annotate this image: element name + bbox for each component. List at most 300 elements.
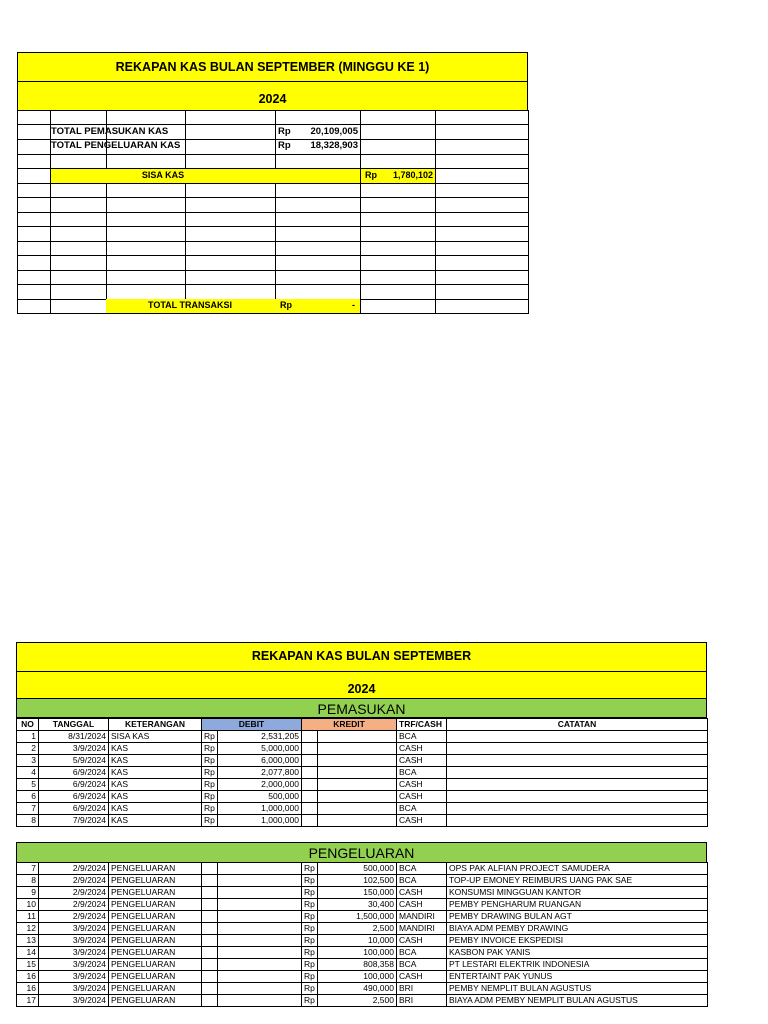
row-debit-currency[interactable] — [202, 899, 218, 911]
total-pemasukan-currency: Rp — [278, 126, 291, 137]
col-header-debit[interactable]: DEBIT — [202, 719, 302, 731]
row-trf-cash[interactable]: CASH — [397, 899, 447, 911]
row-catatan[interactable] — [447, 779, 708, 791]
pengeluaran-row — [17, 923, 708, 935]
row-keterangan[interactable]: PENGELUARAN — [109, 911, 202, 923]
row-debit-currency[interactable]: Rp — [202, 779, 218, 791]
row-kredit[interactable]: 100,000 — [318, 971, 397, 983]
row-debit-currency[interactable] — [202, 959, 218, 971]
total-pengeluaran-value: 18,328,903 — [310, 140, 358, 151]
summary-grid-cell[interactable] — [360, 183, 436, 198]
pemasukan-row — [17, 803, 708, 815]
summary-grid-cell[interactable] — [17, 270, 51, 285]
row-no[interactable]: 14 — [17, 947, 39, 959]
row-trf-cash[interactable]: BCA — [397, 959, 447, 971]
summary-grid-cell[interactable] — [185, 124, 276, 140]
row-catatan[interactable]: ENTERTAINT PAK YUNUS — [447, 971, 708, 983]
row-kredit-currency[interactable]: Rp — [302, 887, 318, 899]
summary-grid-cell[interactable] — [275, 241, 361, 256]
summary-grid-cell[interactable] — [185, 284, 276, 300]
row-no[interactable]: 5 — [17, 779, 39, 791]
row-debit-currency[interactable] — [202, 935, 218, 947]
row-tanggal[interactable]: 3/9/2024 — [39, 935, 109, 947]
summary-grid-cell[interactable] — [17, 124, 51, 140]
summary-grid-cell[interactable] — [50, 270, 107, 285]
row-debit[interactable]: 500,000 — [218, 791, 302, 803]
row-kredit[interactable] — [318, 791, 397, 803]
row-debit[interactable] — [218, 983, 302, 995]
row-kredit-currency[interactable] — [302, 791, 318, 803]
summary-grid-cell[interactable] — [17, 212, 51, 227]
summary-grid-cell[interactable] — [17, 183, 51, 198]
summary-grid-cell[interactable] — [435, 139, 529, 155]
row-catatan[interactable]: BIAYA ADM PEMBY NEMPLIT BULAN AGUSTUS — [447, 995, 708, 1007]
pemasukan-row — [17, 779, 708, 791]
pengeluaran-row — [17, 911, 708, 923]
summary-grid-cell[interactable] — [106, 110, 186, 125]
row-kredit-currency[interactable]: Rp — [302, 863, 318, 875]
summary-grid-cell[interactable] — [360, 270, 436, 285]
row-no[interactable]: 11 — [17, 911, 39, 923]
pemasukan-row — [17, 767, 708, 779]
row-tanggal[interactable]: 2/9/2024 — [39, 863, 109, 875]
summary-grid-cell[interactable] — [50, 255, 107, 271]
pengeluaran-header-cell[interactable] — [16, 842, 707, 863]
row-tanggal[interactable]: 3/9/2024 — [39, 995, 109, 1007]
row-no[interactable]: 13 — [17, 935, 39, 947]
col-header-trf-cash[interactable]: TRF/CASH — [397, 719, 447, 731]
row-kredit[interactable]: 808,358 — [318, 959, 397, 971]
row-debit-currency[interactable]: Rp — [202, 743, 218, 755]
summary-grid-cell[interactable] — [17, 197, 51, 213]
row-trf-cash[interactable]: CASH — [397, 743, 447, 755]
summary-grid-cell[interactable] — [360, 124, 436, 140]
detail-year-cell[interactable] — [16, 671, 707, 699]
row-trf-cash[interactable]: MANDIRI — [397, 923, 447, 935]
pemasukan-header-cell[interactable] — [16, 698, 707, 718]
row-kredit[interactable]: 1,500,000 — [318, 911, 397, 923]
summary-grid-cell[interactable] — [185, 110, 276, 125]
summary-grid-cell[interactable] — [275, 110, 361, 125]
summary-grid-cell[interactable] — [50, 284, 107, 300]
detail-title-cell[interactable] — [16, 642, 707, 672]
row-keterangan[interactable]: PENGELUARAN — [109, 947, 202, 959]
summary-grid-cell[interactable] — [50, 154, 107, 169]
summary-grid-cell[interactable] — [106, 226, 186, 242]
row-keterangan[interactable]: PENGELUARAN — [109, 995, 202, 1007]
summary-grid-cell[interactable] — [17, 168, 51, 184]
summary-grid-cell[interactable] — [17, 284, 51, 300]
summary-grid-cell[interactable] — [50, 212, 107, 227]
row-catatan[interactable]: BIAYA ADM PEMBY DRAWING — [447, 923, 708, 935]
row-keterangan[interactable]: KAS — [109, 767, 202, 779]
summary-grid-cell[interactable] — [106, 255, 186, 271]
row-catatan[interactable]: TOP-UP EMONEY REIMBURS UANG PAK SAE — [447, 875, 708, 887]
row-tanggal[interactable]: 6/9/2024 — [39, 779, 109, 791]
row-kredit[interactable]: 2,500 — [318, 923, 397, 935]
row-kredit[interactable] — [318, 803, 397, 815]
row-kredit[interactable] — [318, 815, 397, 827]
pengeluaran-row — [17, 875, 708, 887]
summary-grid-cell[interactable] — [17, 110, 51, 125]
col-header-catatan[interactable]: CATATAN — [447, 719, 708, 731]
row-debit-currency[interactable]: Rp — [202, 731, 218, 743]
summary-grid-cell[interactable] — [50, 299, 107, 314]
summary-grid-cell[interactable] — [17, 154, 51, 169]
summary-grid-cell[interactable] — [360, 299, 436, 314]
row-debit[interactable]: 2,000,000 — [218, 779, 302, 791]
row-debit[interactable] — [218, 863, 302, 875]
row-trf-cash[interactable]: BCA — [397, 863, 447, 875]
row-keterangan[interactable]: KAS — [109, 779, 202, 791]
row-trf-cash[interactable]: CASH — [397, 935, 447, 947]
summary-grid-cell[interactable] — [106, 212, 186, 227]
row-debit[interactable] — [218, 911, 302, 923]
pemasukan-row — [17, 791, 708, 803]
row-keterangan[interactable]: KAS — [109, 815, 202, 827]
row-keterangan[interactable]: PENGELUARAN — [109, 875, 202, 887]
summary-grid-cell[interactable] — [50, 110, 107, 125]
row-tanggal[interactable]: 3/9/2024 — [39, 923, 109, 935]
row-kredit-currency[interactable] — [302, 803, 318, 815]
row-catatan[interactable] — [447, 815, 708, 827]
row-debit[interactable]: 1,000,000 — [218, 815, 302, 827]
summary-grid-cell[interactable] — [360, 241, 436, 256]
row-debit-currency[interactable] — [202, 911, 218, 923]
summary-grid-cell[interactable] — [360, 255, 436, 271]
row-debit[interactable] — [218, 875, 302, 887]
summary-grid-cell[interactable] — [17, 241, 51, 256]
summary-grid-cell[interactable] — [435, 154, 529, 169]
row-debit[interactable] — [218, 959, 302, 971]
pengeluaran-row — [17, 959, 708, 971]
row-no[interactable]: 17 — [17, 995, 39, 1007]
row-debit-currency[interactable] — [202, 863, 218, 875]
row-tanggal[interactable]: 8/31/2024 — [39, 731, 109, 743]
row-catatan[interactable] — [447, 803, 708, 815]
row-keterangan[interactable]: KAS — [109, 743, 202, 755]
row-trf-cash[interactable]: CASH — [397, 887, 447, 899]
total-transaksi-label: TOTAL TRANSAKSI — [147, 300, 232, 310]
summary-grid-cell[interactable] — [106, 270, 186, 285]
row-keterangan[interactable]: PENGELUARAN — [109, 863, 202, 875]
row-no[interactable]: 1 — [17, 731, 39, 743]
row-keterangan[interactable]: PENGELUARAN — [109, 959, 202, 971]
summary-grid-cell[interactable] — [435, 241, 529, 256]
row-kredit-currency[interactable] — [302, 767, 318, 779]
col-header-no[interactable]: NO — [17, 719, 39, 731]
summary-grid-cell[interactable] — [106, 183, 186, 198]
summary-grid-cell[interactable] — [185, 255, 276, 271]
row-catatan[interactable] — [447, 767, 708, 779]
row-debit-currency[interactable] — [202, 887, 218, 899]
row-debit[interactable] — [218, 995, 302, 1007]
row-trf-cash[interactable]: CASH — [397, 815, 447, 827]
summary-grid-cell[interactable] — [435, 299, 529, 314]
row-kredit[interactable]: 10,000 — [318, 935, 397, 947]
row-catatan[interactable]: PT LESTARI ELEKTRIK INDONESIA — [447, 959, 708, 971]
col-header-kredit[interactable]: KREDIT — [302, 719, 397, 731]
row-no[interactable]: 2 — [17, 743, 39, 755]
detail-title: REKAPAN KAS BULAN SEPTEMBER — [251, 649, 472, 663]
row-debit[interactable]: 2,531,205 — [218, 731, 302, 743]
row-debit[interactable]: 1,000,000 — [218, 803, 302, 815]
summary-grid-cell[interactable] — [435, 197, 529, 213]
row-debit-currency[interactable]: Rp — [202, 755, 218, 767]
row-no[interactable]: 15 — [17, 959, 39, 971]
summary-grid-cell[interactable] — [435, 124, 529, 140]
row-no[interactable]: 7 — [17, 803, 39, 815]
row-debit[interactable] — [218, 899, 302, 911]
row-tanggal[interactable]: 3/9/2024 — [39, 983, 109, 995]
summary-grid-cell[interactable] — [50, 197, 107, 213]
row-no[interactable]: 7 — [17, 863, 39, 875]
row-kredit[interactable]: 2,500 — [318, 995, 397, 1007]
pengeluaran-row — [17, 899, 708, 911]
summary-grid-cell[interactable] — [185, 139, 276, 155]
row-tanggal[interactable]: 5/9/2024 — [39, 755, 109, 767]
total-pemasukan-label: TOTAL PEMASUKAN KAS — [51, 126, 169, 137]
row-kredit-currency[interactable]: Rp — [302, 899, 318, 911]
col-header-tanggal[interactable]: TANGGAL — [39, 719, 109, 731]
row-keterangan[interactable]: PENGELUARAN — [109, 971, 202, 983]
summary-grid-cell[interactable] — [435, 284, 529, 300]
row-no[interactable]: 8 — [17, 875, 39, 887]
summary-grid-cell[interactable] — [275, 154, 361, 169]
row-kredit[interactable]: 500,000 — [318, 863, 397, 875]
row-keterangan[interactable]: KAS — [109, 791, 202, 803]
row-catatan[interactable]: PEMBY DRAWING BULAN AGT — [447, 911, 708, 923]
row-debit-currency[interactable]: Rp — [202, 767, 218, 779]
row-debit[interactable]: 6,000,000 — [218, 755, 302, 767]
row-kredit-currency[interactable]: Rp — [302, 923, 318, 935]
row-tanggal[interactable]: 2/9/2024 — [39, 875, 109, 887]
row-kredit[interactable] — [318, 755, 397, 767]
summary-grid-cell[interactable] — [17, 299, 51, 314]
row-keterangan[interactable]: PENGELUARAN — [109, 923, 202, 935]
summary-grid-cell[interactable] — [360, 139, 436, 155]
row-no[interactable]: 4 — [17, 767, 39, 779]
summary-grid-cell[interactable] — [435, 270, 529, 285]
row-kredit[interactable] — [318, 767, 397, 779]
row-trf-cash[interactable]: CASH — [397, 779, 447, 791]
row-debit-currency[interactable] — [202, 971, 218, 983]
pengeluaran-row — [17, 983, 708, 995]
row-trf-cash[interactable]: CASH — [397, 791, 447, 803]
row-catatan[interactable]: KONSUMSI MINGGUAN KANTOR — [447, 887, 708, 899]
row-kredit[interactable] — [318, 743, 397, 755]
row-no[interactable]: 9 — [17, 887, 39, 899]
row-kredit-currency[interactable]: Rp — [302, 911, 318, 923]
row-kredit-currency[interactable]: Rp — [302, 875, 318, 887]
row-no[interactable]: 16 — [17, 971, 39, 983]
row-tanggal[interactable]: 7/9/2024 — [39, 815, 109, 827]
row-no[interactable]: 16 — [17, 983, 39, 995]
row-trf-cash[interactable]: BCA — [397, 767, 447, 779]
row-kredit[interactable]: 100,000 — [318, 947, 397, 959]
row-kredit[interactable]: 30,400 — [318, 899, 397, 911]
summary-grid-cell[interactable] — [275, 226, 361, 242]
row-kredit-currency[interactable] — [302, 755, 318, 767]
summary-grid-cell[interactable] — [185, 270, 276, 285]
row-tanggal[interactable]: 2/9/2024 — [39, 887, 109, 899]
row-keterangan[interactable]: PENGELUARAN — [109, 935, 202, 947]
row-kredit[interactable]: 102,500 — [318, 875, 397, 887]
summary-grid-cell[interactable] — [275, 284, 361, 300]
row-catatan[interactable]: PEMBY PENGHARUM RUANGAN — [447, 899, 708, 911]
row-no[interactable]: 12 — [17, 923, 39, 935]
row-debit-currency[interactable]: Rp — [202, 815, 218, 827]
pemasukan-row — [17, 815, 708, 827]
row-debit[interactable]: 5,000,000 — [218, 743, 302, 755]
row-trf-cash[interactable]: BRI — [397, 995, 447, 1007]
summary-grid-cell[interactable] — [360, 154, 436, 169]
sisa-kas-value: 1,780,102 — [392, 170, 433, 180]
summary-grid-cell[interactable] — [360, 284, 436, 300]
row-no[interactable]: 3 — [17, 755, 39, 767]
row-kredit-currency[interactable]: Rp — [302, 959, 318, 971]
summary-grid-cell[interactable] — [50, 226, 107, 242]
summary-grid-cell[interactable] — [360, 226, 436, 242]
row-keterangan[interactable]: PENGELUARAN — [109, 887, 202, 899]
summary-grid-cell[interactable] — [435, 183, 529, 198]
row-debit[interactable] — [218, 923, 302, 935]
summary-grid-cell[interactable] — [435, 226, 529, 242]
row-kredit-currency[interactable]: Rp — [302, 995, 318, 1007]
row-trf-cash[interactable]: BCA — [397, 803, 447, 815]
row-debit[interactable] — [218, 887, 302, 899]
row-tanggal[interactable]: 2/9/2024 — [39, 899, 109, 911]
summary-grid-cell[interactable] — [360, 197, 436, 213]
row-keterangan[interactable]: KAS — [109, 755, 202, 767]
row-debit[interactable]: 2,077,800 — [218, 767, 302, 779]
row-catatan[interactable]: PEMBY INVOICE EKSPEDISI — [447, 935, 708, 947]
row-keterangan[interactable]: KAS — [109, 803, 202, 815]
row-trf-cash[interactable]: BCA — [397, 731, 447, 743]
row-trf-cash[interactable]: CASH — [397, 755, 447, 767]
row-debit[interactable] — [218, 935, 302, 947]
row-catatan[interactable]: PEMBY NEMPLIT BULAN AGUSTUS — [447, 983, 708, 995]
row-kredit-currency[interactable]: Rp — [302, 935, 318, 947]
summary-grid-cell[interactable] — [106, 197, 186, 213]
row-trf-cash[interactable]: BCA — [397, 875, 447, 887]
summary-grid-cell[interactable] — [185, 183, 276, 198]
summary-grid-cell[interactable] — [185, 226, 276, 242]
row-no[interactable]: 10 — [17, 899, 39, 911]
row-kredit[interactable]: 490,000 — [318, 983, 397, 995]
total-pengeluaran-label: TOTAL PENGELUARAN KAS — [51, 140, 181, 151]
summary-grid-cell[interactable] — [17, 139, 51, 155]
row-tanggal[interactable]: 3/9/2024 — [39, 959, 109, 971]
row-trf-cash[interactable]: CASH — [397, 971, 447, 983]
summary-grid-cell[interactable] — [106, 241, 186, 256]
summary-grid-cell[interactable] — [50, 241, 107, 256]
summary-grid-cell[interactable] — [185, 241, 276, 256]
row-catatan[interactable] — [447, 743, 708, 755]
row-trf-cash[interactable]: BRI — [397, 983, 447, 995]
summary-grid-cell[interactable] — [185, 154, 276, 169]
row-debit-currency[interactable] — [202, 875, 218, 887]
row-kredit-currency[interactable]: Rp — [302, 983, 318, 995]
row-kredit[interactable] — [318, 731, 397, 743]
row-tanggal[interactable]: 3/9/2024 — [39, 947, 109, 959]
row-tanggal[interactable]: 2/9/2024 — [39, 911, 109, 923]
summary-grid-cell[interactable] — [360, 110, 436, 125]
row-no[interactable]: 6 — [17, 791, 39, 803]
row-catatan[interactable]: KASBON PAK YANIS — [447, 947, 708, 959]
summary-title-cell[interactable] — [17, 52, 528, 82]
summary-grid-cell[interactable] — [106, 284, 186, 300]
row-kredit-currency[interactable] — [302, 779, 318, 791]
row-no[interactable]: 8 — [17, 815, 39, 827]
summary-grid-cell[interactable] — [275, 255, 361, 271]
summary-grid-cell[interactable] — [435, 255, 529, 271]
row-trf-cash[interactable]: MANDIRI — [397, 911, 447, 923]
row-tanggal[interactable]: 3/9/2024 — [39, 971, 109, 983]
row-debit-currency[interactable] — [202, 983, 218, 995]
summary-grid-cell[interactable] — [50, 183, 107, 198]
pengeluaran-row — [17, 935, 708, 947]
row-debit-currency[interactable] — [202, 923, 218, 935]
summary-grid-cell[interactable] — [106, 154, 186, 169]
row-kredit-currency[interactable] — [302, 815, 318, 827]
row-kredit-currency[interactable] — [302, 731, 318, 743]
summary-grid-cell[interactable] — [360, 212, 436, 227]
summary-grid-cell[interactable] — [435, 168, 529, 184]
row-catatan[interactable] — [447, 731, 708, 743]
summary-grid-cell[interactable] — [275, 197, 361, 213]
pemasukan-row — [17, 731, 708, 743]
row-debit-currency[interactable] — [202, 995, 218, 1007]
summary-grid-cell[interactable] — [185, 197, 276, 213]
row-trf-cash[interactable]: BCA — [397, 947, 447, 959]
row-tanggal[interactable]: 6/9/2024 — [39, 791, 109, 803]
summary-grid-cell[interactable] — [275, 212, 361, 227]
summary-year-cell[interactable] — [17, 81, 528, 111]
row-kredit[interactable] — [318, 779, 397, 791]
row-debit-currency[interactable] — [202, 947, 218, 959]
summary-grid-cell[interactable] — [275, 270, 361, 285]
row-catatan[interactable] — [447, 755, 708, 767]
row-debit-currency[interactable]: Rp — [202, 791, 218, 803]
row-kredit[interactable]: 150,000 — [318, 887, 397, 899]
row-debit-currency[interactable]: Rp — [202, 803, 218, 815]
summary-grid-cell[interactable] — [17, 226, 51, 242]
row-catatan[interactable] — [447, 791, 708, 803]
row-keterangan[interactable]: PENGELUARAN — [109, 899, 202, 911]
pengeluaran-row — [17, 995, 708, 1007]
row-keterangan[interactable]: PENGELUARAN — [109, 983, 202, 995]
col-header-keterangan[interactable]: KETERANGAN — [109, 719, 202, 731]
row-tanggal[interactable]: 6/9/2024 — [39, 767, 109, 779]
row-debit[interactable] — [218, 947, 302, 959]
summary-grid-cell[interactable] — [275, 183, 361, 198]
row-debit[interactable] — [218, 971, 302, 983]
row-catatan[interactable]: OPS PAK ALFIAN PROJECT SAMUDERA — [447, 863, 708, 875]
summary-grid-cell[interactable] — [17, 255, 51, 271]
row-kredit-currency[interactable]: Rp — [302, 971, 318, 983]
row-kredit-currency[interactable]: Rp — [302, 947, 318, 959]
summary-grid-cell[interactable] — [185, 212, 276, 227]
row-kredit-currency[interactable] — [302, 743, 318, 755]
pengeluaran-row — [17, 863, 708, 875]
summary-grid-cell[interactable] — [435, 212, 529, 227]
summary-grid-cell[interactable] — [435, 110, 529, 125]
row-keterangan[interactable]: SISA KAS — [109, 731, 202, 743]
row-tanggal[interactable]: 6/9/2024 — [39, 803, 109, 815]
row-tanggal[interactable]: 3/9/2024 — [39, 743, 109, 755]
pemasukan-table — [16, 718, 708, 827]
